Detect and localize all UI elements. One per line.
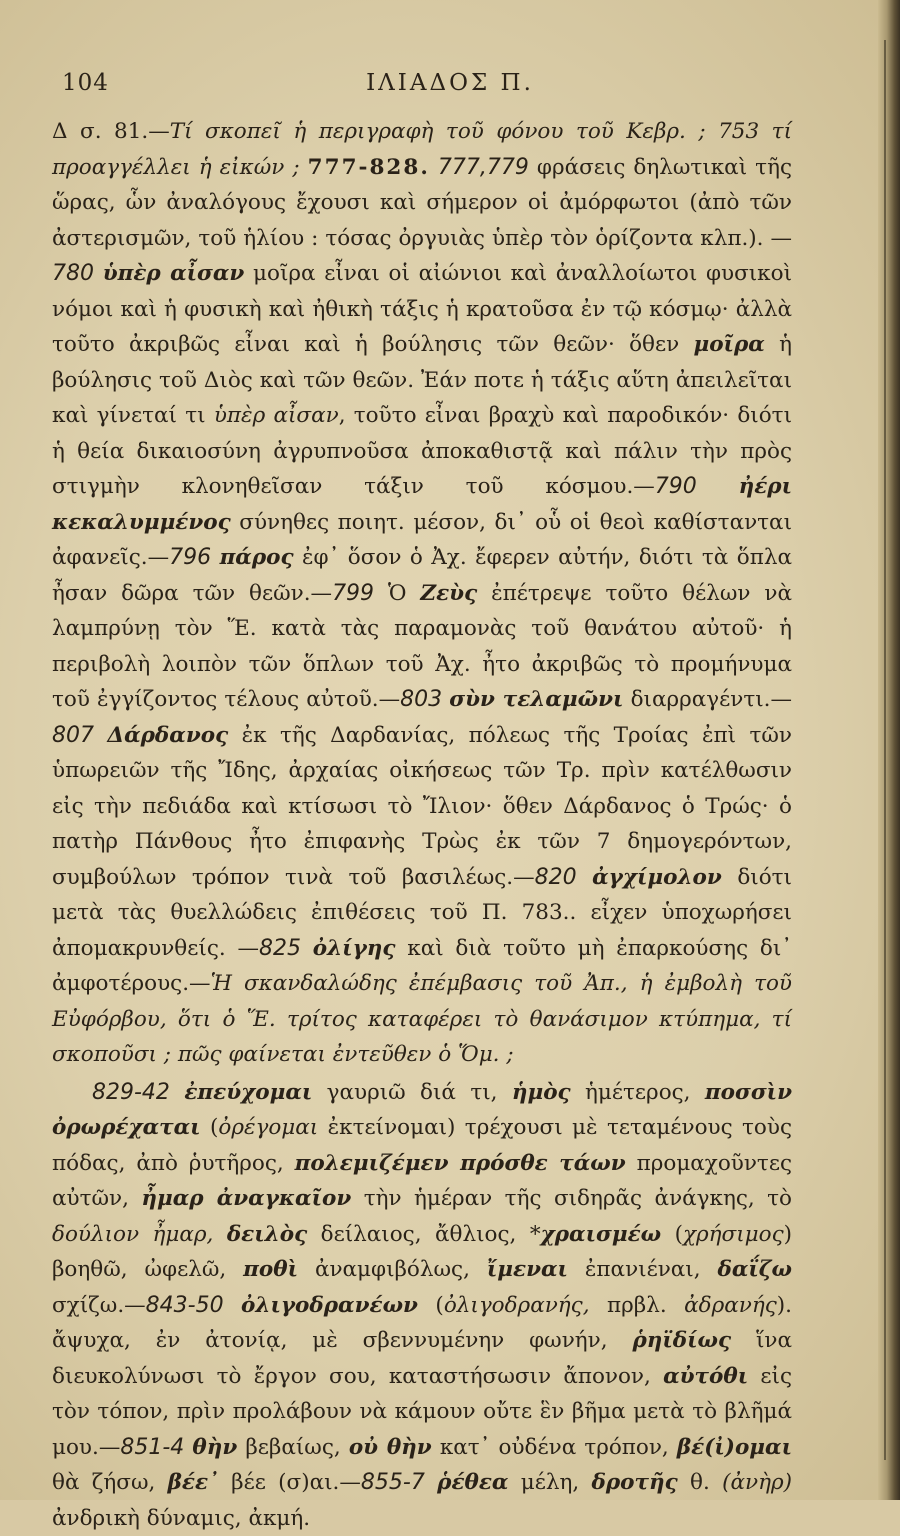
text-run: ). ἄψυχα, ἐν ἀτονίᾳ, μὲ σβεννυμένην φωνήν, <box>52 1293 792 1354</box>
lemma: ῥηϊδίως <box>632 1328 731 1353</box>
text-run: Δ σ. 81.— <box>52 119 170 144</box>
lemma: δροτῆς <box>592 1470 678 1495</box>
commentary-paragraph-2 <box>52 1075 792 1536</box>
text-run: ἀναμφιβόλως, <box>298 1257 487 1282</box>
commentary-paragraph-1 <box>52 114 792 1073</box>
text-run: ἐπέτρεψε τοῦτο θέλων νὰ λαμπρύνῃ τὸν Ἕ. κατὰ τὰς παραμονὰς τοῦ θανάτου αὐτοῦ· ἡ περιβολὴ λοιπὸν τῶν ὅπλων τοῦ Ἀχ. ἦτο ἀκριβῶς τὸ προμήνυμα τοῦ ἐγγίζοντος τέλους αὐτοῦ.— <box>52 581 792 713</box>
text-run: θ. <box>678 1470 722 1495</box>
italic-phrase: ἀδρανής <box>684 1293 777 1318</box>
verse-reference: 843-50 <box>146 1293 224 1318</box>
verse-reference: 820 <box>535 865 577 890</box>
lemma: πάρος <box>220 545 294 570</box>
text-run: ἵνα διευκολύνωσι τὸ ἔργον σου, καταστήσωσιν ἄπονον, <box>52 1328 792 1389</box>
text-run <box>213 1222 226 1247</box>
lemma: ἡμὸς <box>512 1080 571 1105</box>
lemma: σὺν τελαμῶνι <box>449 687 623 712</box>
text-run: ἐπανιέναι, <box>568 1257 718 1282</box>
commentary-text <box>52 114 792 1536</box>
text-run: ) βοηθῶ, ὠφελῶ, <box>52 1222 792 1283</box>
italic-phrase: ὀρέγομαι <box>218 1115 318 1140</box>
lemma: αὐτόθι <box>663 1364 748 1389</box>
text-run: καὶ διὰ τοῦτο μὴ ἐπαρκούσης δι᾽ ἀμφοτέρους.— <box>52 936 792 997</box>
text-run: ἀνδρικὴ δύναμις, ἀκμή. <box>52 1506 310 1531</box>
text-run: διαρραγέντι.— <box>623 687 792 712</box>
verse-reference: 777,779 <box>438 155 529 180</box>
lemma: ὀλιγοδρανέων <box>241 1293 418 1318</box>
lemma: ἀγχίμολον <box>592 865 722 890</box>
verse-reference: 790 <box>655 474 697 499</box>
lemma: ἐπεύχομαι <box>184 1080 312 1105</box>
text-run: Ὁ <box>374 581 420 606</box>
lemma: ὀλίγης <box>313 936 396 961</box>
lemma: δαΐζω <box>718 1257 793 1282</box>
italic-phrase: ὀλιγοδρανής, <box>444 1293 590 1318</box>
text-run: ( <box>661 1222 683 1247</box>
running-title: ΙΛΙΑΔΟΣ Π. <box>62 70 838 96</box>
text-run: ( <box>418 1293 444 1318</box>
lemma: πολεμιζέμεν πρόσθε τάων <box>295 1151 626 1176</box>
lemma: ἠέρι κεκαλυμμένος <box>52 474 792 535</box>
text-run: φράσεις δηλωτικαὶ τῆς ὥρας, ὧν ἀναλόγους ἔχουσι καὶ σήμερον οἱ ἀμόρφωτοι (ἀπὸ τῶν ἀστερισμῶν, τοῦ ἡλίου : τόσας ὀργυιὰς ὑπὲρ τὸν ὁρίζοντα κλπ.). — <box>52 155 792 251</box>
page-header <box>62 70 838 110</box>
lemma: οὐ θὴν <box>349 1435 432 1460</box>
text-run: , τοῦτο εἶναι βραχὺ καὶ παροδικόν· διότι ἡ θεία δικαιοσύνη ἀγρυπνοῦσα ἀποκαθιστᾷ καὶ πάλιν τὴν πρὸς στιγμὴν κλονηθεῖσαν τάξιν τοῦ κόσμου.— <box>52 403 792 499</box>
lemma: ἦμαρ ἀναγκαῖον <box>141 1186 351 1211</box>
text-run: γαυριῶ διά τι, <box>312 1080 512 1105</box>
lemma: χραισμέω <box>541 1222 662 1247</box>
verse-reference: 807 <box>52 723 94 748</box>
lemma: ὑπὲρ αἶσαν <box>103 261 245 286</box>
lemma: θὴν <box>192 1435 237 1460</box>
book-binding-edge <box>878 0 900 1500</box>
text-run: ἡμέτερος, <box>571 1080 705 1105</box>
italic-phrase: ὑπὲρ αἶσαν <box>214 403 339 428</box>
verse-reference: 799 <box>332 581 374 606</box>
text-run: ἡ βούλησις τοῦ Διὸς καὶ τῶν θεῶν. Ἐάν ποτε ἡ τάξις αὕτη ἀπειλεῖται καὶ γίνεταί τι <box>52 332 792 428</box>
lemma: ἴμεναι <box>487 1257 568 1282</box>
verse-reference: 855-7 <box>361 1470 425 1495</box>
lemma: ῥέθεα <box>437 1470 508 1495</box>
verse-reference: 803 <box>400 687 442 712</box>
question-text: Τί σκοπεῖ ἡ περιγραφὴ τοῦ φόνου τοῦ Κεβρ. ; 753 τί προαγγέλλει ἡ εἰκών ; <box>52 119 792 180</box>
text-run: σύνηθες ποιητ. μέσον, δι᾽ οὗ οἱ θεοὶ καθίστανται ἀφανεῖς.— <box>52 510 792 571</box>
text-run: διότι μετὰ τὰς θυελλώδεις ἐπιθέσεις τοῦ Π. 783.. εἶχεν ὑποχωρήσει ἀπομακρυνθείς. — <box>52 865 792 961</box>
verse-reference: 829-42 <box>92 1080 170 1105</box>
verse-reference: 780 <box>52 261 94 286</box>
lemma: βέ(ἰ)ομαι <box>677 1435 792 1460</box>
text-run: μέλη, <box>508 1470 591 1495</box>
text-run: κατ᾽ οὐδένα τρόπον, <box>432 1435 677 1460</box>
lemma: ποθὶ <box>243 1257 298 1282</box>
verse-reference: 796 <box>169 545 211 570</box>
italic-phrase: (ἀνὴρ) <box>722 1470 792 1495</box>
text-run: σχίζω.— <box>52 1293 146 1318</box>
text-run: μοῖρα εἶναι οἱ αἰώνιοι καὶ ἀναλλοίωτοι φυσικοὶ νόμοι καὶ ἡ φυσικὴ καὶ ἠθικὴ τάξις ἡ κρατοῦσα ἐν τῷ κόσμῳ· ἀλλὰ τοῦτο ἀκριβῶς εἶναι καὶ ἡ βούλησις τῶν θεῶν· ὅθεν <box>52 261 792 357</box>
text-run: εἰς τὸν τόπον, πρὶν προλάβουν νὰ κάμουν οὔτε ἓν βῆμα μετὰ τὸ βλῆμά μου.— <box>52 1364 792 1460</box>
binding-line <box>884 40 886 1460</box>
italic-phrase: χρήσιμος <box>683 1222 784 1247</box>
lemma: δειλὸς <box>227 1222 307 1247</box>
text-run: θὰ ζήσω, <box>52 1470 168 1495</box>
verse-reference: 851-4 <box>120 1435 184 1460</box>
lemma: Δάρδανος <box>107 723 228 748</box>
text-run: ἐκ τῆς Δαρδανίας, πόλεως τῆς Τροίας ἐπὶ τῶν ὑπωρειῶν τῆς Ἴδης, ἀρχαίας οἰκήσεως τῶν Τρ. πρὶν κατέλθωσιν εἰς τὴν πεδιάδα καὶ κτίσωσι τὸ Ἴλιον· ὅθεν Δάρδανος ὁ Τρώς· ὁ πατὴρ Πάνθους ἦτο ἐπιφανὴς Τρὼς ἐκ τῶν 7 δημογερόντων, συμβούλων τρόπον τινὰ τοῦ βασιλέως.— <box>52 723 792 890</box>
lemma: Ζεὺς <box>420 581 477 606</box>
text-run: βέε (σ)αι.— <box>219 1470 361 1495</box>
italic-phrase: δούλιον ἦμαρ, <box>52 1222 213 1247</box>
text-run: δείλαιος, ἄθλιος, * <box>307 1222 540 1247</box>
text-run: ( <box>201 1115 219 1140</box>
text-run: προμαχοῦντες αὐτῶν, <box>52 1151 792 1212</box>
lemma: βέε᾽ <box>168 1470 219 1495</box>
page-number: 104 <box>62 70 109 96</box>
question-text: Ἡ σκανδαλώδης ἐπέμβασις τοῦ Ἀπ., ἡ ἐμβολὴ τοῦ Εὐφόρβου, ὅτι ὁ Ἕ. τρίτος καταφέρει τὸ θανάσιμον κτύπημα, τί σκοποῦσι ; πῶς φαίνεται ἐντεῦθεν ὁ Ὅμ. ; <box>52 971 792 1067</box>
text-run: ἐκτείνομαι) τρέχουσι μὲ τεταμένους τοὺς πόδας, ἀπὸ ῥυτῆρος, <box>52 1115 792 1176</box>
lemma: ποσσὶν ὀρωρέχαται <box>52 1080 792 1141</box>
text-run: βεβαίως, <box>237 1435 349 1460</box>
text-run: τὴν ἡμέραν τῆς σιδηρᾶς ἀνάγκης, τὸ <box>351 1186 792 1211</box>
verse-reference: 825 <box>259 936 301 961</box>
text-run: πρβλ. <box>590 1293 685 1318</box>
lemma: μοῖρα <box>693 332 764 357</box>
text-run: ἐφ᾽ ὅσον ὁ Ἀχ. ἔφερεν αὐτήν, διότι τὰ ὅπλα ἦσαν δῶρα τῶν θεῶν.— <box>52 545 792 606</box>
verse-range: 777-828. <box>308 155 430 180</box>
